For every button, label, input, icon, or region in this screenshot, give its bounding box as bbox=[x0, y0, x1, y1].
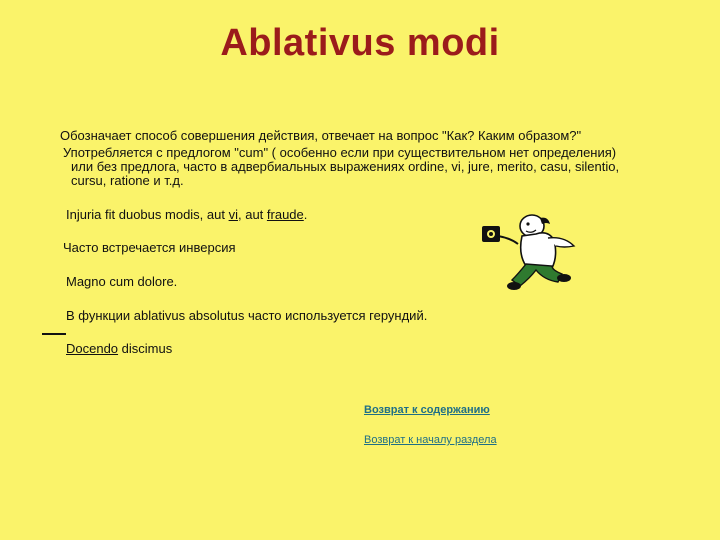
back-to-section-start-link[interactable]: Возврат к началу раздела bbox=[364, 434, 497, 446]
line-marker bbox=[42, 333, 66, 335]
gerund-note: В функции ablativus absolutus часто используется герундий. bbox=[66, 308, 428, 323]
example-docendo-rest: discimus bbox=[118, 341, 173, 356]
example-docendo bbox=[66, 341, 172, 356]
example-injuria-text: Injuria fit duobus modis, aut bbox=[66, 207, 229, 222]
example-magno: Magno cum dolore. bbox=[66, 274, 178, 289]
example-injuria-mid: , aut bbox=[237, 207, 267, 222]
camera-icon bbox=[482, 226, 500, 242]
example-word-fraude: fraude bbox=[266, 207, 304, 222]
example-injuria bbox=[66, 207, 307, 222]
definition-line-1: Обозначает способ совершения действия, отвечает на вопрос "Как? Каким образом?" bbox=[60, 128, 582, 143]
example-injuria-end: . bbox=[303, 207, 308, 222]
definition-line-3: или без предлога, часто в адвербиальных выражениях ordine, vi, jure, merito, casu, silentio, bbox=[71, 159, 620, 174]
definition-line-4: cursu, ratione и т.д. bbox=[71, 173, 184, 188]
page-title: Ablativus modi bbox=[220, 22, 500, 64]
example-word-docendo: Docendo bbox=[66, 341, 119, 356]
inversion-note: Часто встречается инверсия bbox=[63, 240, 236, 255]
back-to-contents-link[interactable]: Возврат к содержанию bbox=[364, 404, 490, 416]
definition-line-2: Употребляется с предлогом "cum" ( особенно если при существительном нет определения) bbox=[63, 145, 617, 160]
running-figure-clipart bbox=[478, 208, 582, 300]
example-word-vi: vi bbox=[228, 207, 238, 222]
